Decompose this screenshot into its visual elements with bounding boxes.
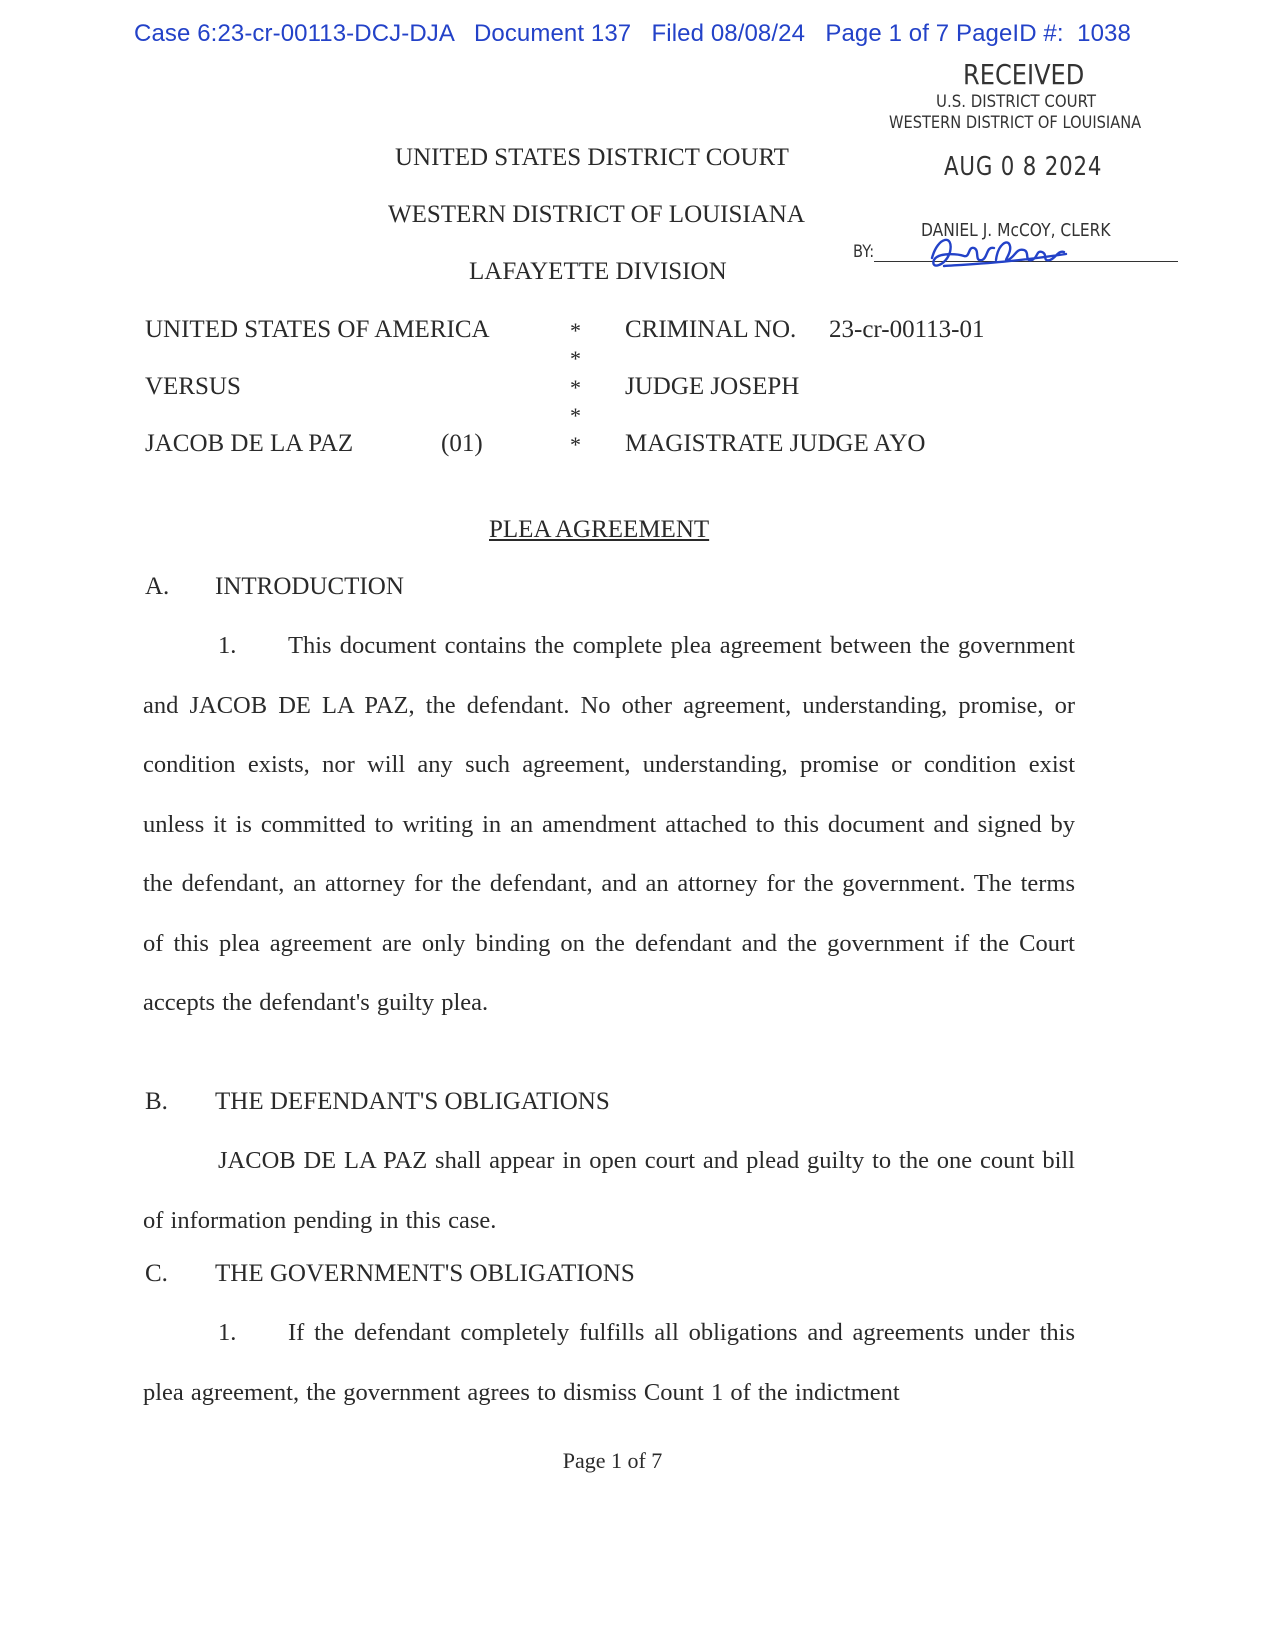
section-a-paragraph-1 <box>143 616 1075 1033</box>
criminal-no-label: CRIMINAL NO. <box>625 316 797 343</box>
section-c-paragraph-1 <box>143 1303 1075 1422</box>
caption-star: * <box>570 346 581 371</box>
court-name: UNITED STATES DISTRICT COURT <box>395 144 789 171</box>
received-stamp-district: WESTERN DISTRICT OF LOUISIANA <box>889 113 1142 133</box>
section-c-letter: C. <box>145 1260 168 1287</box>
clerk-signature <box>924 226 1074 274</box>
caption-defendant-number: (01) <box>441 430 483 457</box>
by-label: BY: <box>853 242 875 262</box>
filing-header: Case 6:23-cr-00113-DCJ-DJA Document 137 Filed 08/08/24 Page 1 of 7 PageID #: 1038 <box>134 20 1131 47</box>
section-b-paragraph <box>143 1131 1075 1250</box>
paragraph-number: 1. <box>218 632 237 659</box>
received-stamp-date: AUG 0 8 2024 <box>944 152 1103 182</box>
criminal-no: 23-cr-00113-01 <box>829 316 985 343</box>
caption-magistrate: MAGISTRATE JUDGE AYO <box>625 430 926 457</box>
received-stamp-court: U.S. DISTRICT COURT <box>936 92 1097 112</box>
caption-judge: JUDGE JOSEPH <box>625 373 800 400</box>
caption-star: * <box>570 318 581 343</box>
received-stamp-title: RECEIVED <box>963 58 1085 91</box>
caption-plaintiff: UNITED STATES OF AMERICA <box>145 316 490 343</box>
section-a-heading: INTRODUCTION <box>215 573 404 600</box>
section-b-heading: THE DEFENDANT'S OBLIGATIONS <box>215 1088 610 1115</box>
caption-star: * <box>570 403 581 428</box>
paragraph-number: 1. <box>218 1319 237 1346</box>
court-division: LAFAYETTE DIVISION <box>469 258 727 285</box>
section-c-heading: THE GOVERNMENT'S OBLIGATIONS <box>215 1260 635 1287</box>
paragraph-text: This document contains the complete plea agreement between the government and JACOB DE LA PAZ, the defendant. No other agreement, understanding, promise, or condition exists, nor will any such agreement, understanding, promise or condition exist unless it is committed to writing in an amendment attached to this document and signed by the defendant, an attorney for the defendant, and an attorney for the government. The terms of this plea agreement are only binding on the defendant and the government if the Court accepts the defendant's guilty plea. <box>143 632 1075 1016</box>
section-b-letter: B. <box>145 1088 168 1115</box>
section-a-letter: A. <box>145 573 170 600</box>
caption-versus: VERSUS <box>145 373 241 400</box>
document-title: PLEA AGREEMENT <box>489 516 710 543</box>
page-footer: Page 1 of 7 <box>562 1448 663 1473</box>
caption-star: * <box>570 375 581 400</box>
caption-star: * <box>570 432 581 457</box>
clerk-name: DANIEL J. McCOY, CLERK <box>921 220 1111 241</box>
court-district: WESTERN DISTRICT OF LOUISIANA <box>388 201 805 228</box>
paragraph-text: JACOB DE LA PAZ shall appear in open court and plead guilty to the one count bill of information pending in this case. <box>143 1147 1075 1234</box>
caption-defendant: JACOB DE LA PAZ <box>145 430 354 457</box>
paragraph-text: If the defendant completely fulfills all obligations and agreements under this plea agreement, the government agrees to dismiss Count 1 of the indictment <box>143 1319 1075 1406</box>
